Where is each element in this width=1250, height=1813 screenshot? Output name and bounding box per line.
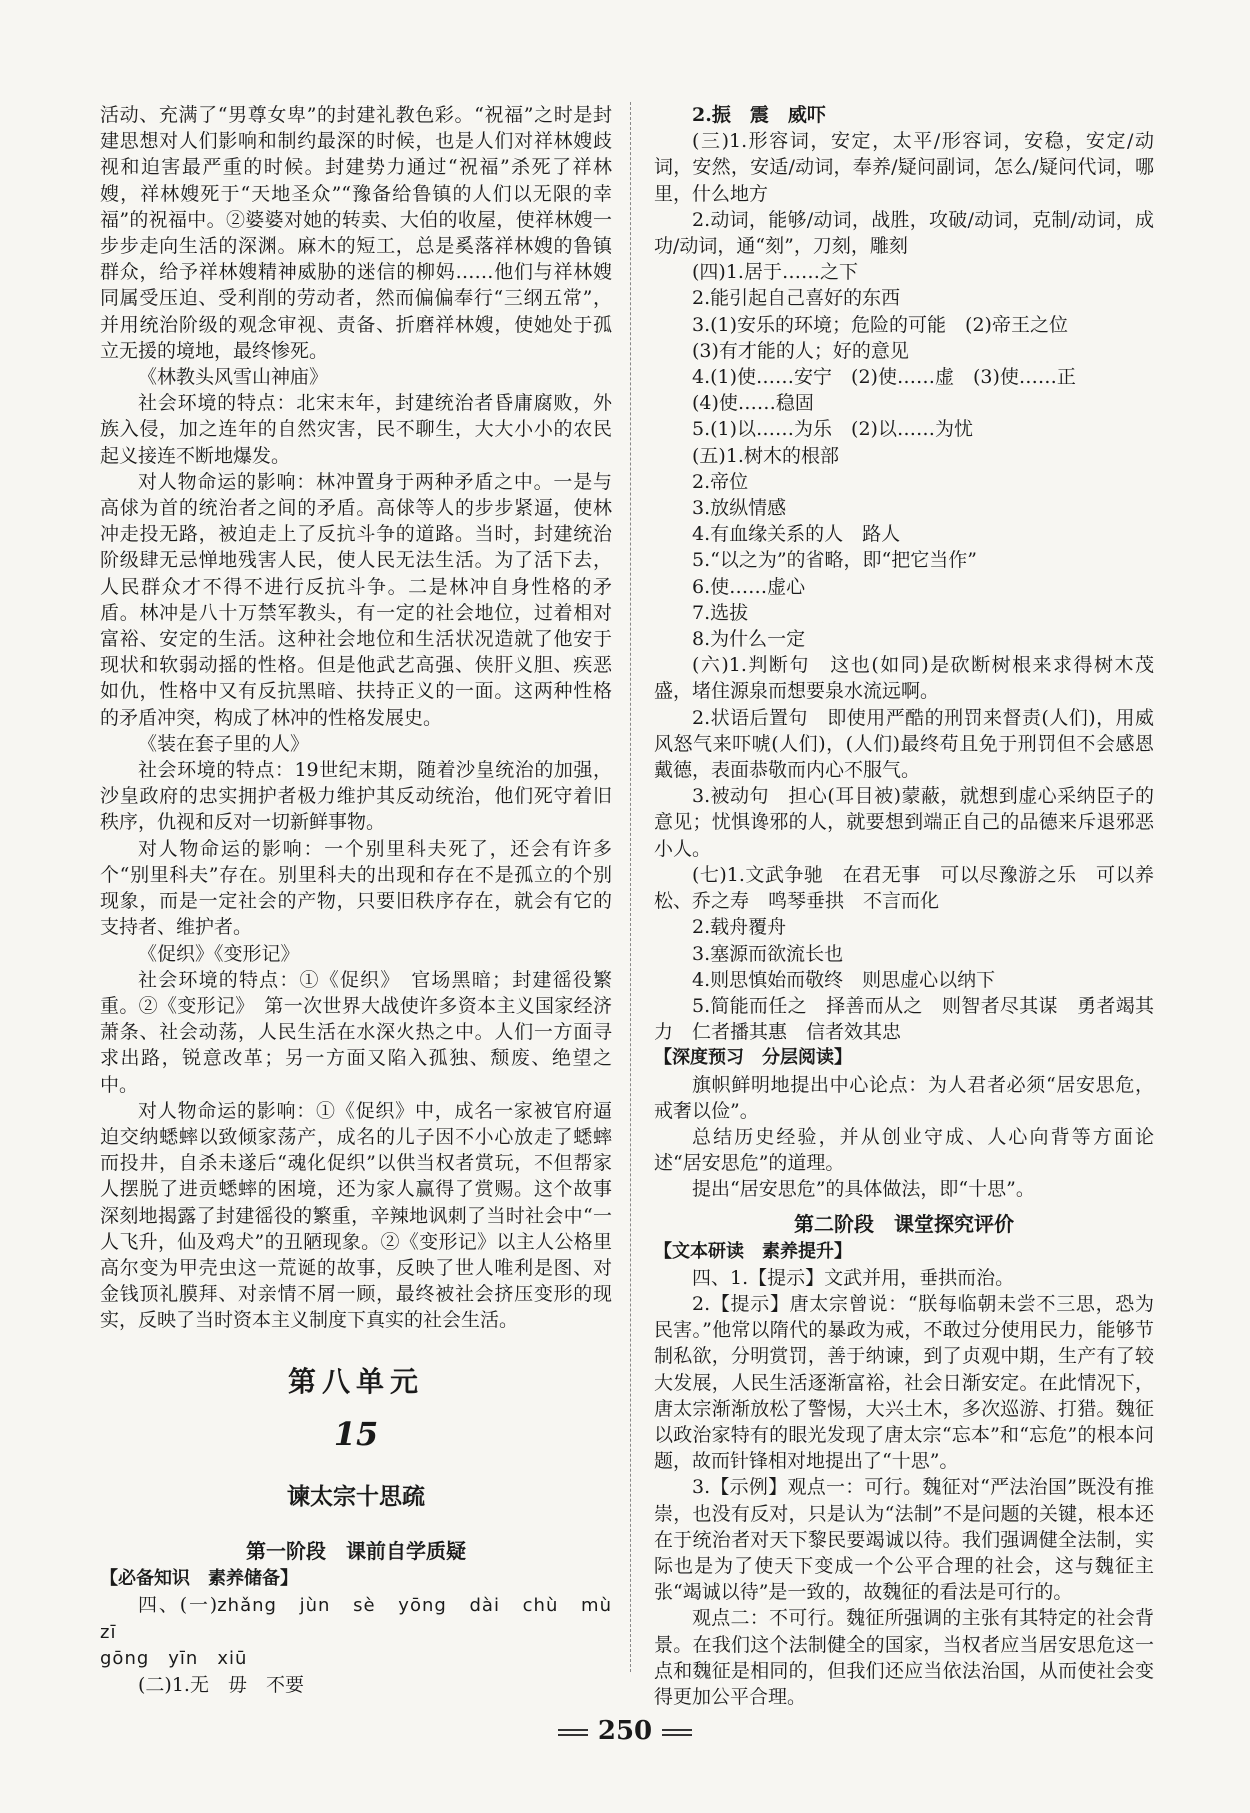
answer-line: (三)1.形容词，安定，太平/形容词，安稳，安定/动词，安然，安适/动词，奉养/疑问副词，怎么/疑问代词，哪里，什么地方 xyxy=(654,130,1154,205)
answer-line: 3.被动句 担心(耳目被)蒙蔽，就想到虚心采纳臣子的意见；忧惧谗邪的人，就要想到端正自己的品德来斥退邪恶小人。 xyxy=(654,785,1154,860)
paragraph: 旗帜鲜明地提出中心论点：为人君者必须“居安思危，戒奢以俭”。 xyxy=(654,1073,1154,1122)
answer-line: 5.(1)以……为乐 (2)以……为忧 xyxy=(692,418,973,441)
lesson-title: 谏太宗十思疏 xyxy=(287,1483,425,1510)
answer-line: 2.动词，能够/动词，战胜，攻破/动词，克制/动词，成功/动词，通“刻”，刀刻，雕刻 xyxy=(654,208,1154,258)
answer-line: (七)1.文武争驰 在君无事 可以尽豫游之乐 可以养松、乔之寿 鸣琴垂拱 不言而化 xyxy=(654,863,1154,913)
footer-rule-left xyxy=(558,1729,588,1736)
footer-rule-right xyxy=(662,1729,692,1736)
pinyin-text: zhǎng jùn sè yōng dài chù mù zī xyxy=(100,1594,631,1643)
answer-line: 7.选拔 xyxy=(692,601,749,624)
answer-line: 四、1.【提示】文武并用，垂拱而治。 xyxy=(692,1266,1015,1289)
answer-line: 3.放纵情感 xyxy=(692,497,787,520)
answer-line: 3.塞源而欲流长也 xyxy=(692,942,844,965)
answer-line: 2.状语后置句 即使用严酷的刑罚来督责(人们)，用威风怒气来吓唬(人们)，(人们)最终苟且免于刑罚但不会感恩戴德，表面恭敬而内心不服气。 xyxy=(654,706,1154,782)
paragraph: 对人物命运的影响：一个别里科夫死了，还会有许多个“别里科夫”存在。别里科夫的出现和存在不是孤立的个别现象，而是一定社会的产物，只要旧秩序存在，就会有它的支持者、维护者。 xyxy=(100,837,612,939)
section-tag: 【深度预习 分层阅读】 xyxy=(654,1047,852,1069)
unit-heading: 第八单元 xyxy=(287,1364,424,1398)
answer-line: (二)1.无 毋 不要 xyxy=(138,1674,304,1697)
lesson-number: 15 xyxy=(333,1414,379,1453)
left-column xyxy=(100,102,631,1699)
answer-line: 8.为什么一定 xyxy=(692,628,806,651)
work-title: 《装在套子里的人》 xyxy=(138,732,310,755)
paragraph: 总结历史经验，并从创业守成、人心向背等方面论述“居安思危”的道理。 xyxy=(654,1125,1154,1175)
answer-line: 2.能引起自己喜好的东西 xyxy=(692,287,901,310)
page-footer xyxy=(0,1716,1250,1746)
stage-heading: 第二阶段 课堂探究评价 xyxy=(794,1211,1014,1236)
paragraph: 对人物命运的影响：林冲置身于两种矛盾之中。一是与高俅为首的统治者之间的矛盾。高俅等人的步步紧逼，使林冲走投无路，被迫走上了反抗斗争的道路。当时，封建统治阶级肆无忌惮地残害人民，使人民无法生活。为了活下去，人民群众才不得不进行反抗斗争。二是林冲自身性格的矛盾。林冲是八十万禁军教头，有一定的社会地位，过着相对富裕、安定的生活。这种社会地位和生活状况造就了他安于现状和软弱动摇的性格。但是他武艺高强、侠肝义胆、疾恶如仇，性格中又有反抗黑暗、扶持正义的一面。这两种性格的矛盾冲突，构成了林冲的性格发展史。 xyxy=(100,470,612,729)
pinyin-text: gōng yīn xiū xyxy=(100,1648,248,1670)
answer-line: (3)有才能的人；好的意见 xyxy=(692,339,909,362)
paragraph: 活动、充满了“男尊女卑”的封建礼教色彩。“祝福”之时是封建思想对人们影响和制约最深的时候，也是人们对祥林嫂歧视和迫害最严重的时候。封建势力通过“祝福”杀死了祥林嫂，祥林嫂死于“天地圣众”“豫备给鲁镇的人们以无限的幸福”的祝福中。②婆婆对她的转卖、大伯的收屋，使祥林嫂一步步走向生活的深渊。麻木的短工，总是奚落祥林嫂的鲁镇群众，给予祥林嫂精神威胁的迷信的柳妈……他们与祥林嫂同属受压迫、受利削的劳动者，然而偏偏奉行“三纲五常”，并用统治阶级的观念审视、责备、折磨祥林嫂，使她处于孤立无援的境地，最终惨死。 xyxy=(100,104,612,362)
answer-line: 2.帝位 xyxy=(692,470,749,493)
column-divider xyxy=(630,102,631,1672)
answer-line: 4.(1)使……安宁 (2)使……虚 (3)使……正 xyxy=(692,366,1076,389)
answer-line: 2.振 震 威吓 xyxy=(692,104,826,126)
paragraph: 社会环境的特点：北宋末年，封建统治者昏庸腐败，外族入侵，加之连年的自然灾害，民不聊生，大大小小的农民起义接连不断地爆发。 xyxy=(100,392,612,467)
right-column xyxy=(654,102,1154,1710)
pinyin-lead: 四、(一) xyxy=(138,1593,218,1616)
answer-line: (四)1.居于……之下 xyxy=(692,261,858,284)
answer-line: 4.则思慎始而敬终 则思虚心以纳下 xyxy=(692,968,996,991)
paragraph: 对人物命运的影响：①《促织》中，成名一家被官府逼迫交纳蟋蟀以致倾家荡产，成名的儿子因不小心放走了蟋蟀而投井，自杀未遂后“魂化促织”以供当权者赏玩，不但帮家人摆脱了进贡蟋蟀的困境，还为家人赢得了赏赐。这个故事深刻地揭露了封建徭役的繁重，辛辣地讽刺了当时社会中“一人飞升，仙及鸡犬”的丑陋现象。②《变形记》以主人公格里高尔变为甲壳虫这一荒诞的故事，反映了世人唯利是图、对金钱顶礼膜拜、对亲情不屑一顾，最终被社会挤压变形的现实，反映了当时资本主义制度下真实的社会生活。 xyxy=(100,1099,612,1332)
answer-line: 5.简能而任之 择善而从之 则智者尽其谋 勇者竭其力 仁者播其惠 信者效其忠 xyxy=(654,994,1154,1044)
page-number: 250 xyxy=(597,1716,653,1746)
work-title: 《促织》《变形记》 xyxy=(138,942,300,965)
answer-line: 3.(1)安乐的环境；危险的可能 (2)帝王之位 xyxy=(692,313,1068,336)
paragraph: 社会环境的特点：19世纪末期，随着沙皇统治的加强，沙皇政府的忠实拥护者极力维护其反动统治，他们死守着旧秩序，仇视和反对一切新鲜事物。 xyxy=(100,759,612,834)
answer-line: 5.“以之为”的省略，即“把它当作” xyxy=(692,549,977,572)
answer-line: 4.有血缘关系的人 路人 xyxy=(692,523,901,546)
paragraph: 提出“居安思危”的具体做法，即“十思”。 xyxy=(692,1178,1035,1201)
answer-line: 2.【提示】唐太宗曾说：“朕每临朝未尝不三思，恐为民害。”他常以隋代的暴政为戒，不敢过分使用民力，能够节制私欲，分明赏罚，善于纳谏，到了贞观中期，生产有了较大发展，人民生活逐渐富裕，社会日渐安定。在此情况下，唐太宗渐渐放松了警惕，大兴土木，多次巡游、打猎。魏征以政治家特有的眼光发现了唐太宗“忘本”和“忘危”的根本问题，故而针锋相对地提出了“十思”。 xyxy=(654,1292,1154,1473)
answer-line: 2.载舟覆舟 xyxy=(692,916,787,939)
answer-line: (五)1.树木的根部 xyxy=(692,444,839,467)
answer-line: 3.【示例】观点一：可行。魏征对“严法治国”既没有推崇，也没有反对，只是认为“法制”不是问题的关键，根本还在于统治者对天下黎民要竭诚以待。我们强调健全法制，实际也是为了使天下变成一个公平合理的社会，这与魏征主张“竭诚以待”是一致的，故魏征的看法是可行的。 xyxy=(654,1476,1154,1604)
answer-line: (六)1.判断句 这也(如同)是砍断树根来求得树木茂盛，堵住源泉而想要泉水流远啊。 xyxy=(654,654,1154,703)
work-title: 《林教头风雪山神庙》 xyxy=(138,366,329,389)
section-tag: 【必备知识 素养储备】 xyxy=(100,1567,298,1589)
answer-line: 6.使……虚心 xyxy=(692,575,806,598)
paragraph: 社会环境的特点：①《促织》 官场黑暗；封建徭役繁重。②《变形记》 第一次世界大战使许多资本主义国家经济萧条、社会动荡，人民生活在水深火热之中。人们一方面寻求出路，锐意改革；另一方面又陷入孤独、颓废、绝望之中。 xyxy=(100,968,612,1096)
section-tag: 【文本研读 素养提升】 xyxy=(654,1240,852,1262)
answer-line: (4)使……稳固 xyxy=(692,392,814,415)
stage-heading: 第一阶段 课前自学质疑 xyxy=(246,1538,466,1563)
pinyin-line xyxy=(100,1592,631,1646)
answer-line: 观点二：不可行。魏征所强调的主张有其特定的社会背景。在我们这个法制健全的国家，当权者应当居安思危这一点和魏征是相同的，但我们还应当依法治国，从而使社会变得更加公平合理。 xyxy=(654,1607,1154,1708)
